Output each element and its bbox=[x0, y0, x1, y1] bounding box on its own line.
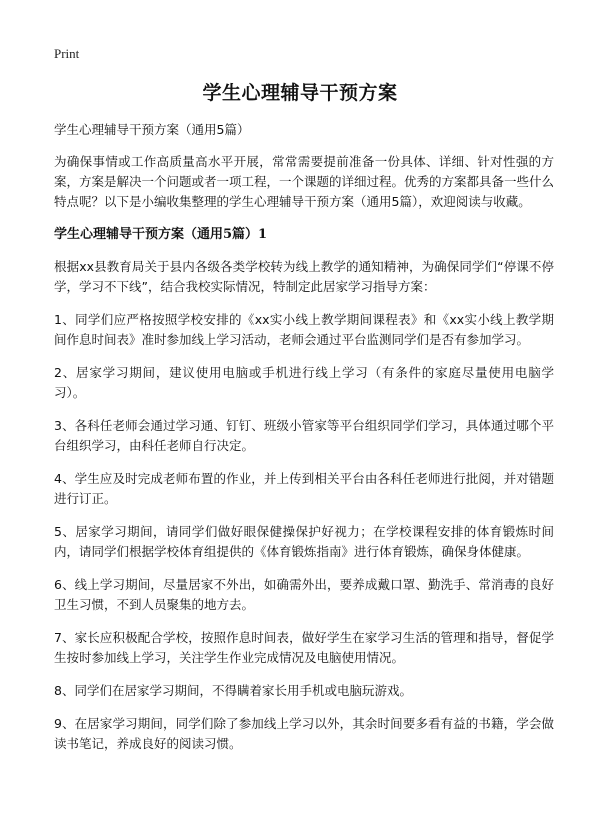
paragraph-item-9: 9、在居家学习期间，同学们除了参加线上学习以外，其余时间要多看有益的书籍，学会做读书笔记，养成良好的阅读习惯。 bbox=[54, 716, 554, 751]
paragraph-item-2: 2、居家学习期间，建议使用电脑或手机进行线上学习（有条件的家庭尽量使用电脑学习）。 bbox=[54, 365, 554, 400]
paragraph-item-7: 7、家长应积极配合学校，按照作息时间表，做好学生在家学习生活的管理和指导，督促学生按时参加线上学习，关注学生作业完成情况及电脑使用情况。 bbox=[54, 630, 554, 665]
section-heading: 学生心理辅导干预方案（通用5篇）1 bbox=[54, 227, 268, 242]
print-link[interactable]: Print bbox=[54, 46, 80, 61]
paragraph-item-6: 6、线上学习期间，尽量居家不外出，如确需外出，要养成戴口罩、勤洗手、常消毒的良好卫生习惯，不到人员聚集的地方去。 bbox=[54, 577, 554, 612]
paragraph-item-5: 5、居家学习期间，请同学们做好眼保健操保护好视力；在学校课程安排的体育锻炼时间内，请同学们根据学校体育组提供的《体育锻炼指南》进行体育锻炼，确保身体健康。 bbox=[54, 524, 554, 559]
document-subtitle: 学生心理辅导干预方案（通用5篇） bbox=[54, 122, 250, 137]
document-body bbox=[54, 120, 554, 767]
intro-paragraph: 为确保事情或工作高质量高水平开展，常常需要提前准备一份具体、详细、针对性强的方案，方案是解决一个问题或者一项工程，一个课题的详细过程。优秀的方案都具备一些什么特点呢？以下是小编收集整理的学生心理辅导干预方案（通用5篇），欢迎阅读与收藏。 bbox=[54, 154, 555, 209]
paragraph-item-3: 3、各科任老师会通过学习通、钉钉、班级小管家等平台组织同学们学习，具体通过哪个平台组织学习，由科任老师自行决定。 bbox=[54, 418, 554, 453]
paragraph-intro-notice: 根据xx县教育局关于县内各级各类学校转为线上教学的通知精神，为确保同学们“停课不停学，学习不下线”，结合我校实际情况，特制定此居家学习指导方案： bbox=[54, 259, 554, 294]
paragraph-item-8: 8、同学们在居家学习期间，不得瞒着家长用手机或电脑玩游戏。 bbox=[54, 683, 412, 698]
paragraph-item-4: 4、学生应及时完成老师布置的作业，并上传到相关平台由各科任老师进行批阅，并对错题进行订正。 bbox=[54, 471, 554, 506]
paragraph-item-1: 1、同学们应严格按照学校安排的《xx实小线上教学期间课程表》和《xx实小线上教学期间作息时间表》准时参加线上学习活动，老师会通过平台监测同学们是否有参加学习。 bbox=[54, 312, 554, 347]
page-title: 学生心理辅导干预方案 bbox=[202, 82, 398, 104]
